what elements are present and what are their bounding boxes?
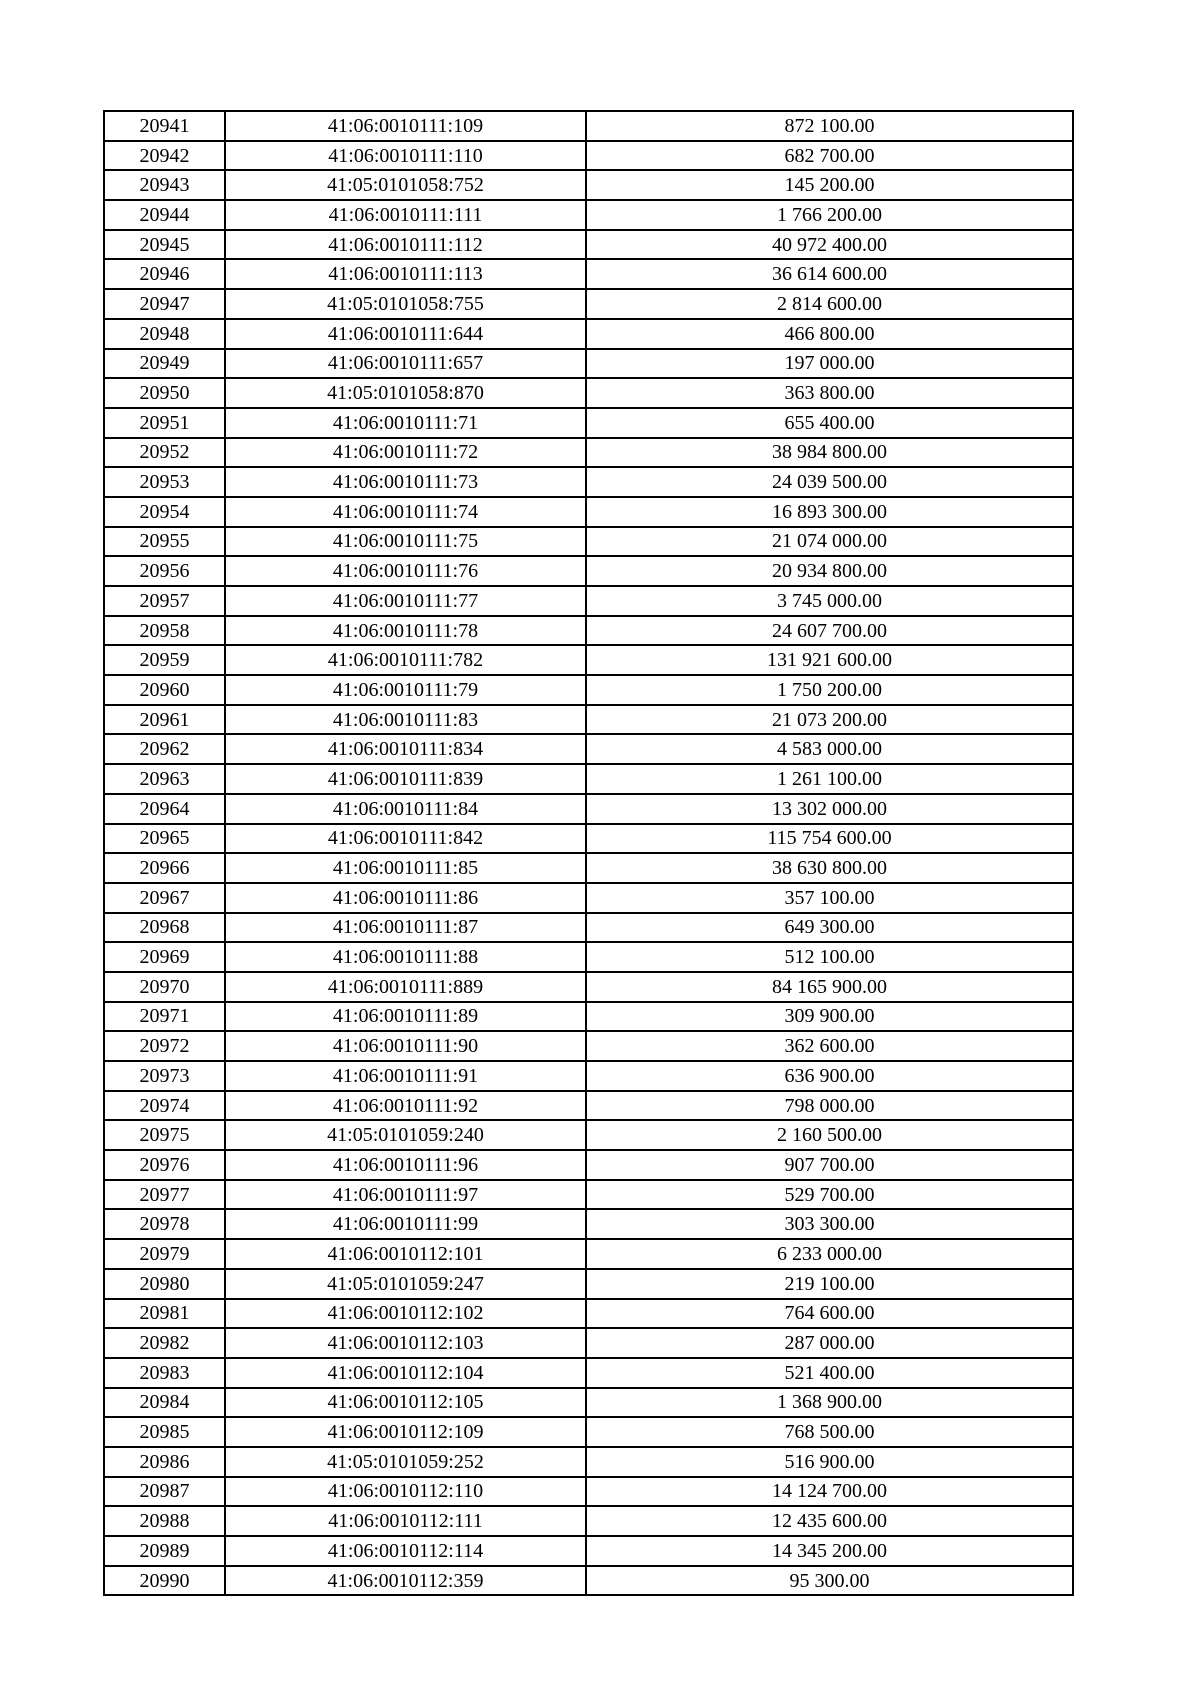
cadastral-value-cell: 636 900.00 (586, 1061, 1073, 1091)
cadastral-number-cell: 41:06:0010111:92 (225, 1091, 586, 1121)
row-number-cell: 20943 (104, 170, 225, 200)
table-row (104, 1061, 1073, 1091)
table-row (104, 1269, 1073, 1299)
cadastral-number-cell: 41:06:0010111:83 (225, 705, 586, 735)
cadastral-value-cell: 2 160 500.00 (586, 1120, 1073, 1150)
table-row (104, 764, 1073, 794)
cadastral-number-cell: 41:05:0101059:247 (225, 1269, 586, 1299)
table-row (104, 794, 1073, 824)
table-row (104, 1150, 1073, 1180)
cadastral-number-cell: 41:06:0010111:834 (225, 734, 586, 764)
table-row (104, 616, 1073, 646)
row-number-cell: 20970 (104, 972, 225, 1002)
table-row (104, 408, 1073, 438)
cadastral-value-cell: 20 934 800.00 (586, 556, 1073, 586)
table-row (104, 883, 1073, 913)
table-row (104, 289, 1073, 319)
row-number-cell: 20959 (104, 645, 225, 675)
table-row (104, 586, 1073, 616)
cadastral-number-cell: 41:06:0010111:87 (225, 913, 586, 943)
cadastral-value-cell: 21 073 200.00 (586, 705, 1073, 735)
cadastral-value-cell: 798 000.00 (586, 1091, 1073, 1121)
cadastral-value-cell: 36 614 600.00 (586, 259, 1073, 289)
cadastral-number-cell: 41:06:0010112:109 (225, 1417, 586, 1447)
row-number-cell: 20971 (104, 1002, 225, 1032)
row-number-cell: 20964 (104, 794, 225, 824)
row-number-cell: 20974 (104, 1091, 225, 1121)
cadastral-value-cell: 287 000.00 (586, 1328, 1073, 1358)
cadastral-value-cell: 764 600.00 (586, 1299, 1073, 1329)
cadastral-value-cell: 907 700.00 (586, 1150, 1073, 1180)
cadastral-value-cell: 219 100.00 (586, 1269, 1073, 1299)
cadastral-value-cell: 362 600.00 (586, 1031, 1073, 1061)
table-row (104, 378, 1073, 408)
row-number-cell: 20942 (104, 141, 225, 171)
cadastral-number-cell: 41:05:0101059:252 (225, 1447, 586, 1477)
table-row (104, 645, 1073, 675)
cadastral-number-cell: 41:06:0010111:89 (225, 1002, 586, 1032)
table-row (104, 259, 1073, 289)
table-row (104, 1180, 1073, 1210)
cadastral-number-cell: 41:06:0010111:77 (225, 586, 586, 616)
cadastral-number-cell: 41:06:0010112:114 (225, 1536, 586, 1566)
row-number-cell: 20955 (104, 527, 225, 557)
cadastral-number-cell: 41:06:0010112:359 (225, 1566, 586, 1596)
table-row (104, 853, 1073, 883)
row-number-cell: 20941 (104, 111, 225, 141)
row-number-cell: 20988 (104, 1506, 225, 1536)
cadastral-value-cell: 14 345 200.00 (586, 1536, 1073, 1566)
table-row (104, 230, 1073, 260)
row-number-cell: 20985 (104, 1417, 225, 1447)
cadastral-value-cell: 363 800.00 (586, 378, 1073, 408)
cadastral-number-cell: 41:06:0010111:839 (225, 764, 586, 794)
cadastral-value-cell: 1 368 900.00 (586, 1388, 1073, 1418)
cadastral-value-cell: 145 200.00 (586, 170, 1073, 200)
cadastral-number-cell: 41:06:0010112:102 (225, 1299, 586, 1329)
row-number-cell: 20947 (104, 289, 225, 319)
row-number-cell: 20984 (104, 1388, 225, 1418)
row-number-cell: 20954 (104, 497, 225, 527)
table-row (104, 111, 1073, 141)
cadastral-number-cell: 41:05:0101058:870 (225, 378, 586, 408)
table-row (104, 913, 1073, 943)
table-row (104, 1358, 1073, 1388)
cadastral-number-cell: 41:06:0010111:113 (225, 259, 586, 289)
table-row (104, 1209, 1073, 1239)
table-row (104, 170, 1073, 200)
row-number-cell: 20945 (104, 230, 225, 260)
cadastral-number-cell: 41:06:0010111:72 (225, 438, 586, 468)
table-row (104, 438, 1073, 468)
row-number-cell: 20977 (104, 1180, 225, 1210)
cadastral-value-cell: 303 300.00 (586, 1209, 1073, 1239)
cadastral-number-cell: 41:06:0010111:76 (225, 556, 586, 586)
cadastral-number-cell: 41:06:0010111:85 (225, 853, 586, 883)
table-row (104, 972, 1073, 1002)
cadastral-number-cell: 41:06:0010111:99 (225, 1209, 586, 1239)
cadastral-number-cell: 41:06:0010111:109 (225, 111, 586, 141)
cadastral-value-cell: 131 921 600.00 (586, 645, 1073, 675)
row-number-cell: 20980 (104, 1269, 225, 1299)
table-row (104, 319, 1073, 349)
table-row (104, 141, 1073, 171)
cadastral-number-cell: 41:06:0010112:104 (225, 1358, 586, 1388)
cadastral-number-cell: 41:06:0010112:110 (225, 1477, 586, 1507)
cadastral-number-cell: 41:05:0101058:752 (225, 170, 586, 200)
row-number-cell: 20944 (104, 200, 225, 230)
cadastral-value-cell: 682 700.00 (586, 141, 1073, 171)
cadastral-value-cell: 655 400.00 (586, 408, 1073, 438)
cadastral-number-cell: 41:06:0010111:86 (225, 883, 586, 913)
row-number-cell: 20956 (104, 556, 225, 586)
table-row (104, 200, 1073, 230)
row-number-cell: 20973 (104, 1061, 225, 1091)
row-number-cell: 20946 (104, 259, 225, 289)
cadastral-number-cell: 41:06:0010112:105 (225, 1388, 586, 1418)
cadastral-value-cell: 768 500.00 (586, 1417, 1073, 1447)
table-row (104, 942, 1073, 972)
row-number-cell: 20950 (104, 378, 225, 408)
row-number-cell: 20978 (104, 1209, 225, 1239)
table-row (104, 1417, 1073, 1447)
table-row (104, 1239, 1073, 1269)
row-number-cell: 20975 (104, 1120, 225, 1150)
cadastral-value-cell: 16 893 300.00 (586, 497, 1073, 527)
cadastral-value-cell: 21 074 000.00 (586, 527, 1073, 557)
cadastral-number-cell: 41:06:0010111:71 (225, 408, 586, 438)
cadastral-value-cell: 309 900.00 (586, 1002, 1073, 1032)
cadastral-value-cell: 197 000.00 (586, 349, 1073, 379)
cadastral-value-cell: 1 750 200.00 (586, 675, 1073, 705)
cadastral-value-cell: 84 165 900.00 (586, 972, 1073, 1002)
table-row (104, 1566, 1073, 1596)
cadastral-number-cell: 41:06:0010111:74 (225, 497, 586, 527)
row-number-cell: 20965 (104, 824, 225, 854)
table-row (104, 1002, 1073, 1032)
table-row (104, 1031, 1073, 1061)
cadastral-value-cell: 2 814 600.00 (586, 289, 1073, 319)
table-row (104, 349, 1073, 379)
cadastral-value-cell: 12 435 600.00 (586, 1506, 1073, 1536)
row-number-cell: 20960 (104, 675, 225, 705)
table-row (104, 1299, 1073, 1329)
cadastral-number-cell: 41:05:0101059:240 (225, 1120, 586, 1150)
row-number-cell: 20967 (104, 883, 225, 913)
table-row (104, 1477, 1073, 1507)
table-row (104, 467, 1073, 497)
table-row (104, 527, 1073, 557)
row-number-cell: 20986 (104, 1447, 225, 1477)
table-body (104, 111, 1073, 1595)
cadastral-number-cell: 41:06:0010111:90 (225, 1031, 586, 1061)
row-number-cell: 20983 (104, 1358, 225, 1388)
row-number-cell: 20961 (104, 705, 225, 735)
cadastral-value-cell: 521 400.00 (586, 1358, 1073, 1388)
cadastral-number-cell: 41:06:0010111:644 (225, 319, 586, 349)
row-number-cell: 20953 (104, 467, 225, 497)
cadastral-value-cell: 529 700.00 (586, 1180, 1073, 1210)
cadastral-number-cell: 41:06:0010111:110 (225, 141, 586, 171)
cadastral-number-cell: 41:06:0010112:103 (225, 1328, 586, 1358)
cadastral-value-cell: 6 233 000.00 (586, 1239, 1073, 1269)
table-row (104, 497, 1073, 527)
row-number-cell: 20962 (104, 734, 225, 764)
row-number-cell: 20951 (104, 408, 225, 438)
cadastral-number-cell: 41:06:0010111:889 (225, 972, 586, 1002)
cadastral-number-cell: 41:06:0010111:88 (225, 942, 586, 972)
cadastral-value-cell: 3 745 000.00 (586, 586, 1073, 616)
cadastral-value-cell: 512 100.00 (586, 942, 1073, 972)
cadastral-value-cell: 649 300.00 (586, 913, 1073, 943)
cadastral-value-cell: 357 100.00 (586, 883, 1073, 913)
table-row (104, 824, 1073, 854)
cadastral-value-cell: 24 039 500.00 (586, 467, 1073, 497)
cadastral-value-cell: 516 900.00 (586, 1447, 1073, 1477)
row-number-cell: 20990 (104, 1566, 225, 1596)
table-row (104, 734, 1073, 764)
cadastral-value-cell: 115 754 600.00 (586, 824, 1073, 854)
row-number-cell: 20958 (104, 616, 225, 646)
row-number-cell: 20972 (104, 1031, 225, 1061)
row-number-cell: 20963 (104, 764, 225, 794)
table-row (104, 1536, 1073, 1566)
cadastral-value-cell: 1 766 200.00 (586, 200, 1073, 230)
table-row (104, 556, 1073, 586)
row-number-cell: 20976 (104, 1150, 225, 1180)
table-row (104, 1447, 1073, 1477)
cadastral-value-cell: 95 300.00 (586, 1566, 1073, 1596)
cadastral-value-cell: 24 607 700.00 (586, 616, 1073, 646)
cadastral-value-cell: 4 583 000.00 (586, 734, 1073, 764)
table-row (104, 1328, 1073, 1358)
cadastral-value-table (103, 110, 1074, 1596)
row-number-cell: 20989 (104, 1536, 225, 1566)
table-row (104, 1506, 1073, 1536)
cadastral-number-cell: 41:06:0010112:111 (225, 1506, 586, 1536)
cadastral-number-cell: 41:06:0010111:78 (225, 616, 586, 646)
cadastral-value-cell: 13 302 000.00 (586, 794, 1073, 824)
row-number-cell: 20969 (104, 942, 225, 972)
cadastral-number-cell: 41:06:0010111:79 (225, 675, 586, 705)
cadastral-value-cell: 38 984 800.00 (586, 438, 1073, 468)
row-number-cell: 20966 (104, 853, 225, 883)
table-row (104, 1388, 1073, 1418)
table-row (104, 675, 1073, 705)
cadastral-number-cell: 41:06:0010111:84 (225, 794, 586, 824)
cadastral-number-cell: 41:06:0010111:91 (225, 1061, 586, 1091)
cadastral-number-cell: 41:05:0101058:755 (225, 289, 586, 319)
cadastral-number-cell: 41:06:0010111:112 (225, 230, 586, 260)
cadastral-number-cell: 41:06:0010111:111 (225, 200, 586, 230)
row-number-cell: 20949 (104, 349, 225, 379)
cadastral-number-cell: 41:06:0010111:97 (225, 1180, 586, 1210)
cadastral-number-cell: 41:06:0010112:101 (225, 1239, 586, 1269)
row-number-cell: 20987 (104, 1477, 225, 1507)
row-number-cell: 20982 (104, 1328, 225, 1358)
table-row (104, 1091, 1073, 1121)
row-number-cell: 20968 (104, 913, 225, 943)
cadastral-value-cell: 14 124 700.00 (586, 1477, 1073, 1507)
row-number-cell: 20979 (104, 1239, 225, 1269)
cadastral-number-cell: 41:06:0010111:73 (225, 467, 586, 497)
row-number-cell: 20948 (104, 319, 225, 349)
cadastral-value-cell: 38 630 800.00 (586, 853, 1073, 883)
row-number-cell: 20981 (104, 1299, 225, 1329)
row-number-cell: 20952 (104, 438, 225, 468)
cadastral-number-cell: 41:06:0010111:657 (225, 349, 586, 379)
cadastral-value-cell: 466 800.00 (586, 319, 1073, 349)
cadastral-number-cell: 41:06:0010111:75 (225, 527, 586, 557)
table-row (104, 1120, 1073, 1150)
table-row (104, 705, 1073, 735)
cadastral-value-cell: 40 972 400.00 (586, 230, 1073, 260)
cadastral-number-cell: 41:06:0010111:96 (225, 1150, 586, 1180)
cadastral-value-cell: 872 100.00 (586, 111, 1073, 141)
row-number-cell: 20957 (104, 586, 225, 616)
cadastral-number-cell: 41:06:0010111:782 (225, 645, 586, 675)
cadastral-number-cell: 41:06:0010111:842 (225, 824, 586, 854)
cadastral-value-cell: 1 261 100.00 (586, 764, 1073, 794)
